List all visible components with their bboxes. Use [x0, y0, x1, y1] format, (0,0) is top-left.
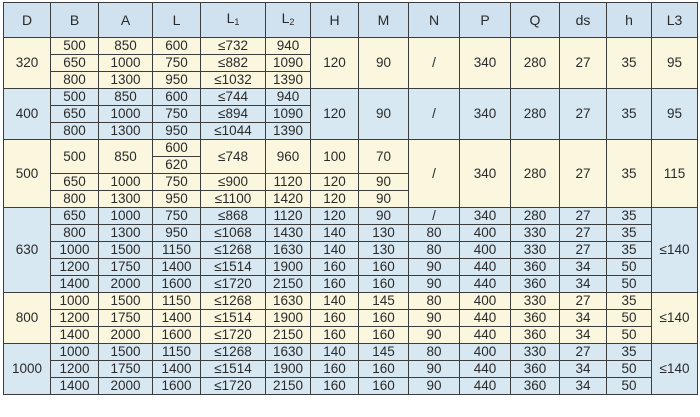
cell: 50: [607, 361, 652, 378]
header-label: L: [281, 10, 290, 26]
cell: 90: [359, 208, 409, 225]
cell: 800: [51, 123, 99, 140]
cell: 90: [359, 191, 409, 208]
cell: ≤1514: [201, 361, 266, 378]
cell: ≤868: [201, 208, 266, 225]
cell: 160: [311, 378, 359, 395]
cell: 27: [560, 208, 607, 225]
cell: 120: [311, 174, 359, 191]
cell: 440: [460, 259, 511, 276]
cell: 330: [511, 293, 560, 310]
cell: 360: [511, 310, 560, 327]
table-row: [4, 327, 698, 344]
header-cell: B: [51, 3, 99, 38]
cell: 1150: [153, 344, 201, 361]
cell-N: /: [409, 38, 460, 89]
cell: 1600: [153, 378, 201, 395]
header-cell: [201, 3, 266, 38]
cell-ds: 27: [560, 38, 607, 89]
cell: 1400: [153, 361, 201, 378]
cell: 440: [460, 378, 511, 395]
cell-M: 90: [359, 89, 409, 140]
header-cell: M: [359, 3, 409, 38]
cell: ≤1514: [201, 310, 266, 327]
cell: 650: [51, 174, 99, 191]
cell: 1000: [99, 55, 153, 72]
cell: 650: [51, 55, 99, 72]
cell: 27: [560, 293, 607, 310]
cell: ≤1720: [201, 276, 266, 293]
cell: 120: [311, 191, 359, 208]
header-cell: L3: [652, 3, 698, 38]
cell: 2150: [266, 276, 311, 293]
cell: ≤732: [201, 38, 266, 55]
cell: 330: [511, 242, 560, 259]
cell: 1750: [99, 259, 153, 276]
cell: 50: [607, 327, 652, 344]
cell-M: 90: [359, 38, 409, 89]
cell: 160: [359, 259, 409, 276]
cell: 50: [607, 378, 652, 395]
cell: 1000: [99, 174, 153, 191]
cell: 27: [560, 344, 607, 361]
cell: 1400: [153, 259, 201, 276]
cell: ≤882: [201, 55, 266, 72]
cell-H: 120: [311, 38, 359, 89]
cell: 2150: [266, 327, 311, 344]
cell: 750: [153, 174, 201, 191]
cell-Q: 280: [511, 89, 560, 140]
cell: ≤1032: [201, 72, 266, 89]
cell: 35: [607, 225, 652, 242]
cell: 160: [311, 327, 359, 344]
cell-Q: 280: [511, 140, 560, 208]
dimension-table: [3, 2, 698, 395]
cell: 160: [359, 327, 409, 344]
cell: 2000: [99, 327, 153, 344]
header-subscript: 1: [234, 17, 240, 27]
cell: 850: [99, 140, 153, 174]
cell: 27: [560, 225, 607, 242]
cell-N: /: [409, 89, 460, 140]
cell: 500: [51, 38, 99, 55]
cell: 800: [51, 191, 99, 208]
cell: 34: [560, 378, 607, 395]
header-row: [4, 3, 698, 38]
cell: 360: [511, 361, 560, 378]
cell: 80: [409, 242, 460, 259]
cell: 620: [153, 157, 201, 174]
header-cell: A: [99, 3, 153, 38]
cell-P: 340: [460, 38, 511, 89]
cell: 2000: [99, 378, 153, 395]
cell: 1400: [153, 310, 201, 327]
cell: 330: [511, 225, 560, 242]
cell: 1000: [51, 242, 99, 259]
cell: 1430: [266, 225, 311, 242]
cell: 34: [560, 310, 607, 327]
cell: 1500: [99, 242, 153, 259]
cell-D: 320: [4, 38, 51, 89]
cell: 1300: [99, 191, 153, 208]
cell: 140: [311, 293, 359, 310]
cell: 160: [311, 310, 359, 327]
cell: 130: [359, 242, 409, 259]
header-cell: [266, 3, 311, 38]
cell-H: 120: [311, 89, 359, 140]
cell: 35: [607, 293, 652, 310]
cell: 90: [409, 327, 460, 344]
cell: 160: [359, 276, 409, 293]
cell: 35: [607, 208, 652, 225]
cell: ≤1720: [201, 327, 266, 344]
cell: 360: [511, 378, 560, 395]
cell-L3: ≤140: [652, 293, 698, 344]
cell: 1000: [51, 293, 99, 310]
cell: 850: [99, 89, 153, 106]
cell: 600: [153, 140, 201, 157]
header-subscript: 2: [289, 17, 295, 27]
cell: 1390: [266, 72, 311, 89]
cell: 1500: [99, 344, 153, 361]
cell: 400: [460, 344, 511, 361]
table-row: [4, 361, 698, 378]
cell: 1090: [266, 106, 311, 123]
cell: 1120: [266, 174, 311, 191]
cell-D: 500: [4, 140, 51, 208]
cell: 360: [511, 327, 560, 344]
cell-D: 630: [4, 208, 51, 293]
cell: 400: [460, 293, 511, 310]
cell: 650: [51, 208, 99, 225]
cell: 1750: [99, 361, 153, 378]
cell: 800: [51, 225, 99, 242]
cell: ≤1044: [201, 123, 266, 140]
table-row: [4, 293, 698, 310]
cell: 1000: [51, 344, 99, 361]
cell-P: 340: [460, 140, 511, 208]
table-row: [4, 225, 698, 242]
cell: 750: [153, 106, 201, 123]
cell: ≤1268: [201, 293, 266, 310]
cell: 1300: [99, 123, 153, 140]
cell: 360: [511, 276, 560, 293]
header-cell: L: [153, 3, 201, 38]
cell: 600: [153, 89, 201, 106]
cell: 280: [511, 208, 560, 225]
cell: 1300: [99, 225, 153, 242]
cell: 2000: [99, 276, 153, 293]
cell: 1200: [51, 259, 99, 276]
cell: 1600: [153, 327, 201, 344]
cell-Q: 280: [511, 38, 560, 89]
cell: 1120: [266, 208, 311, 225]
cell: 34: [560, 276, 607, 293]
cell: 1400: [51, 378, 99, 395]
cell: 160: [311, 276, 359, 293]
cell: 1630: [266, 344, 311, 361]
cell: 600: [153, 38, 201, 55]
cell: 1900: [266, 361, 311, 378]
cell: 50: [607, 276, 652, 293]
cell: 140: [311, 344, 359, 361]
cell: 34: [560, 259, 607, 276]
cell: ≤900: [201, 174, 266, 191]
cell: 130: [359, 225, 409, 242]
cell: 960: [266, 140, 311, 174]
cell: 950: [153, 72, 201, 89]
cell: 90: [409, 310, 460, 327]
cell: 500: [51, 89, 99, 106]
cell: 1200: [51, 361, 99, 378]
cell: 160: [359, 378, 409, 395]
cell: 950: [153, 191, 201, 208]
cell: ≤1514: [201, 259, 266, 276]
cell: 950: [153, 225, 201, 242]
cell: 1090: [266, 55, 311, 72]
cell: 1200: [51, 310, 99, 327]
cell: 1900: [266, 310, 311, 327]
cell: 440: [460, 310, 511, 327]
cell: 1150: [153, 293, 201, 310]
table-row: [4, 242, 698, 259]
cell: 1630: [266, 293, 311, 310]
cell: 35: [607, 242, 652, 259]
cell: 500: [51, 140, 99, 174]
cell: 120: [311, 208, 359, 225]
header-label: L: [226, 10, 235, 26]
cell: ≤1068: [201, 225, 266, 242]
cell: 1400: [51, 276, 99, 293]
cell: 330: [511, 344, 560, 361]
cell-h: 35: [607, 89, 652, 140]
cell: ≤1100: [201, 191, 266, 208]
header-cell: N: [409, 3, 460, 38]
cell: 160: [311, 259, 359, 276]
table-row: [4, 140, 698, 157]
cell: 1000: [99, 208, 153, 225]
header-cell: h: [607, 3, 652, 38]
cell: 90: [409, 259, 460, 276]
cell: 400: [460, 242, 511, 259]
cell: 400: [460, 225, 511, 242]
cell: ≤1268: [201, 344, 266, 361]
cell: 950: [153, 123, 201, 140]
cell: 27: [560, 242, 607, 259]
cell: 1400: [51, 327, 99, 344]
header-cell: D: [4, 3, 51, 38]
cell: 750: [153, 55, 201, 72]
cell: 50: [607, 259, 652, 276]
cell: 1750: [99, 310, 153, 327]
cell: 80: [409, 225, 460, 242]
cell: 940: [266, 89, 311, 106]
cell-M: 70: [359, 140, 409, 174]
cell: 160: [311, 361, 359, 378]
cell: 80: [409, 293, 460, 310]
cell-L3: ≤140: [652, 208, 698, 293]
header-cell: ds: [560, 3, 607, 38]
cell: 360: [511, 259, 560, 276]
cell-L3: 115: [652, 140, 698, 208]
cell: /: [409, 208, 460, 225]
cell-D: 400: [4, 89, 51, 140]
header-cell: P: [460, 3, 511, 38]
cell: 800: [51, 72, 99, 89]
cell: 1000: [99, 106, 153, 123]
cell: 160: [359, 361, 409, 378]
header-cell: Q: [511, 3, 560, 38]
cell: 1900: [266, 259, 311, 276]
cell: 1420: [266, 191, 311, 208]
table-row: [4, 208, 698, 225]
table-row: [4, 38, 698, 55]
cell: 2150: [266, 378, 311, 395]
cell-P: 340: [460, 89, 511, 140]
cell-D: 1000: [4, 344, 51, 395]
cell-N: /: [409, 140, 460, 208]
cell: 440: [460, 361, 511, 378]
cell: 1630: [266, 242, 311, 259]
cell-D: 800: [4, 293, 51, 344]
cell-h: 35: [607, 38, 652, 89]
cell-L3: 95: [652, 38, 698, 89]
cell: 140: [311, 225, 359, 242]
cell: 90: [409, 276, 460, 293]
cell: 145: [359, 293, 409, 310]
cell: ≤894: [201, 106, 266, 123]
cell: 440: [460, 276, 511, 293]
table-row: [4, 344, 698, 361]
cell: 160: [359, 310, 409, 327]
cell: ≤1720: [201, 378, 266, 395]
cell: 1600: [153, 276, 201, 293]
cell: 145: [359, 344, 409, 361]
cell: 35: [607, 344, 652, 361]
cell-L3: 95: [652, 89, 698, 140]
table-row: [4, 378, 698, 395]
cell: 750: [153, 208, 201, 225]
cell: ≤744: [201, 89, 266, 106]
cell-h: 35: [607, 140, 652, 208]
cell: 34: [560, 327, 607, 344]
cell-L3: ≤140: [652, 344, 698, 395]
header-cell: H: [311, 3, 359, 38]
cell: 440: [460, 327, 511, 344]
cell: 940: [266, 38, 311, 55]
cell: 1500: [99, 293, 153, 310]
cell: ≤748: [201, 140, 266, 174]
cell-ds: 27: [560, 140, 607, 208]
table-row: [4, 310, 698, 327]
cell: 90: [359, 174, 409, 191]
cell: ≤1268: [201, 242, 266, 259]
cell-ds: 27: [560, 89, 607, 140]
cell: 1300: [99, 72, 153, 89]
cell: 1390: [266, 123, 311, 140]
cell: 34: [560, 361, 607, 378]
cell: 50: [607, 310, 652, 327]
cell: 80: [409, 344, 460, 361]
cell: 1150: [153, 242, 201, 259]
cell: 90: [409, 361, 460, 378]
table-row: [4, 89, 698, 106]
table-row: [4, 276, 698, 293]
table-row: [4, 259, 698, 276]
cell: 650: [51, 106, 99, 123]
cell-H: 100: [311, 140, 359, 174]
cell: 850: [99, 38, 153, 55]
cell: 140: [311, 242, 359, 259]
cell: 90: [409, 378, 460, 395]
cell: 340: [460, 208, 511, 225]
